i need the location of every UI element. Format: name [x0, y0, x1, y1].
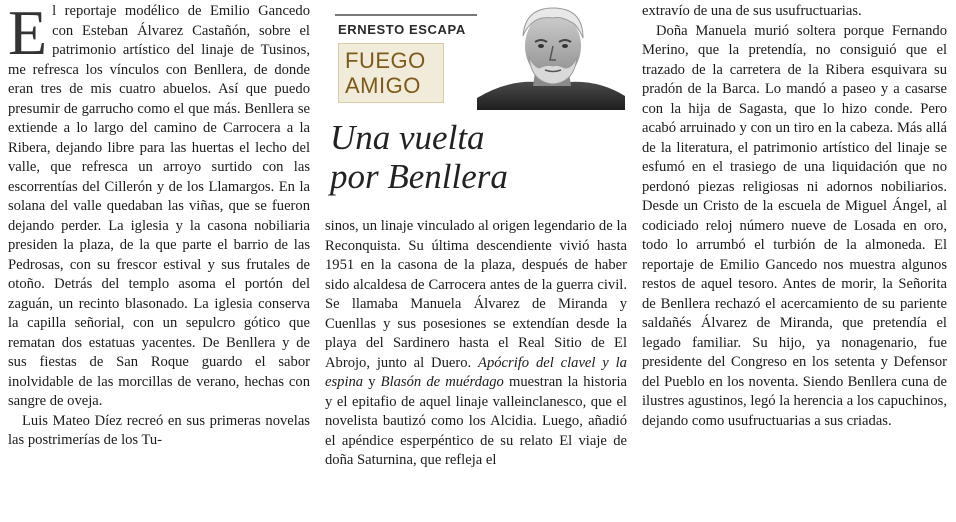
paragraph-3-text-a: sinos, un linaje vinculado al origen legendario de la Reconquista. Su última descendiente vivió hasta 1951 en la casona de la plaza, después de haber sido alcaldesa de Carrocera antes de la guerra civil. Se llamaba Manuela Álvarez de Miranda y Cuenllas y sus posesiones se extendían desde la playa del Sardinero hasta el Real Sitio de El Abrojo, junto al Duero.: [325, 218, 627, 371]
drop-cap: E: [8, 0, 48, 68]
paragraph-1: [8, 2, 310, 412]
article-column-3: [642, 2, 947, 431]
headline: [330, 118, 630, 196]
author-name: ERNESTO ESCAPA: [338, 22, 466, 37]
book-title-2: Blasón de muérdago: [380, 374, 504, 390]
headline-line-1: Una vuelta: [330, 118, 485, 157]
paragraph-3: [325, 217, 627, 471]
paragraph-3-text-c: muestran la historia y el epitafio de aquel linaje valleinclanesco, que el novelista bautizó como los Alcidia. Luego, añadió el apéndice esperpéntico de su relato El viaje de doña Saturnina, que refleja el: [325, 374, 628, 468]
paragraph-1-text: l reportaje modélico de Emilio Gancedo con Esteban Álvarez Castañón, sobre el patrimonio artístico del linaje de Tusinos, me refresca los vínculos con Benllera, de donde eran tres de mis cuatro abuelos. Así que puedo presumir de garrucho como el que más. Benllera se extiende a lo largo del camino de Carrocera a la Ribera, dejando libre para las huertas el lecho del valle, que refresca un arroyo surtido con las escorrentías del Cillerón y de los Llamargos. En la solana del valle quedaban las viñas, que se fueron dejando perder. La iglesia y la casona nobiliaria presiden la plaza, de la que parte el barrio de las Pedrosas, con su frescor estival y sus frutales de otoño. Detrás del templo asoma el portón del zaguán, un recinto blasonado. La iglesia conserva la capilla señorial, con un sepulcro gótico que rematan dos estatuas yacentes. De Benllera y de sus fiestas de San Roque guardo el sabor inolvidable de las morcillas de verano, hechas con sangre de oveja.: [8, 3, 310, 409]
section-label-line-2: AMIGO: [345, 73, 421, 98]
headline-line-2: por Benllera: [330, 157, 508, 196]
article-column-2: [325, 217, 627, 471]
column-header: [325, 0, 627, 110]
paragraph-3-end: extravío de una de sus usufructuarias.: [642, 3, 862, 19]
author-portrait-photo: [477, 2, 625, 110]
paragraph-2: Luis Mateo Díez recreó en sus primeras novelas las postrimerías de los Tu-: [8, 412, 310, 448]
section-label-box: [338, 43, 444, 103]
section-label-line-1: FUEGO: [345, 48, 426, 73]
paragraph-4: Doña Manuela murió soltera porque Fernando Merino, que la pretendía, no consiguió que el trazado de la carretera de la Ribera esquivara su pradón de la Barca. Lo mandó a paseo y a casarse con la hija de Sagasta, que lo hizo conde. Pero acabó arruinado y con un tiro en la cabeza. Más allá de la literatura, el patrimonio artístico del linaje se esfumó en el trasiego de una liquidación que no perdonó piezas religiosas ni adornos nobiliarios. Desde un Cristo de la escuela de Miguel Ángel, al codiciado reloj número nueve de Losada en oro, todo lo arrumbó el turbión de la almoneda. El reportaje de Emilio Gancedo nos muestra algunos restos de aquel tesoro. Antes de morir, la Señorita de Benllera rechazó el acercamiento de su pariente saldañés Álvarez de Miranda, que pretendía el legado familiar. Su hijo, ya nonagenario, fue presidente del Congreso en los setenta y Defensor del Pueblo en los noventa. Siendo Benllera cuna de ilustres agustinos, legó la herencia a los capuchinos, dejando como usufructuarias a sus criadas.: [642, 22, 947, 429]
article-column-1: [8, 2, 310, 451]
book-title-1: Apócrifo del clavel y la espina: [325, 354, 627, 390]
paragraph-3-text-b: y: [363, 374, 381, 390]
